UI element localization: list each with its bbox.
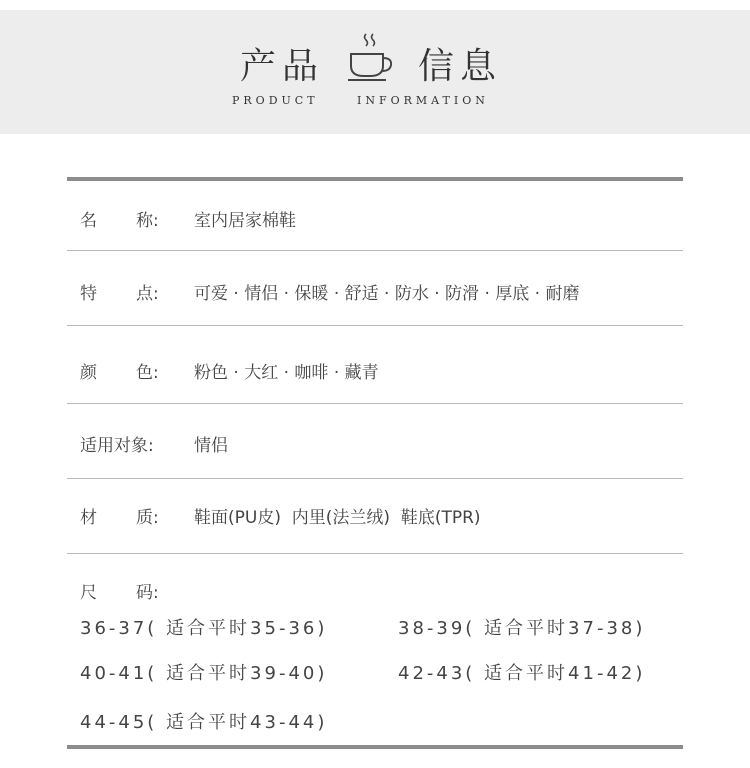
size-entry: 44-45( 适合平时43-44): [80, 712, 328, 733]
size-entry: 42-43( 适合平时41-42): [398, 663, 646, 684]
row-divider: [67, 478, 683, 479]
field-value: 鞋面(PU皮) 内里(法兰绒) 鞋底(TPR): [194, 508, 481, 528]
subtitle-product: PRODUCT: [232, 94, 319, 107]
size-entry: 38-39( 适合平时37-38): [398, 618, 646, 639]
title-product: 产品: [240, 46, 325, 87]
table-top-border: [67, 177, 683, 181]
section-title: [0, 30, 750, 90]
size-entry: 40-41( 适合平时39-40): [80, 663, 328, 684]
field-value: 粉色 · 大红 · 咖啡 · 藏青: [194, 363, 379, 383]
row-divider: [67, 553, 683, 554]
row-divider: [67, 250, 683, 251]
field-value: 可爱 · 情侣 · 保暖 · 舒适 · 防水 · 防滑 · 厚底 · 耐磨: [194, 284, 580, 304]
coffee-cup-icon: [346, 30, 396, 86]
size-entry: 36-37( 适合平时35-36): [80, 618, 328, 639]
row-divider: [67, 325, 683, 326]
field-value: 室内居家棉鞋: [194, 211, 296, 231]
field-value: 情侣: [194, 436, 228, 456]
subtitle-information: INFORMATION: [357, 94, 489, 107]
table-bottom-border: [67, 745, 683, 749]
title-information: 信息: [418, 46, 503, 87]
row-divider: [67, 403, 683, 404]
